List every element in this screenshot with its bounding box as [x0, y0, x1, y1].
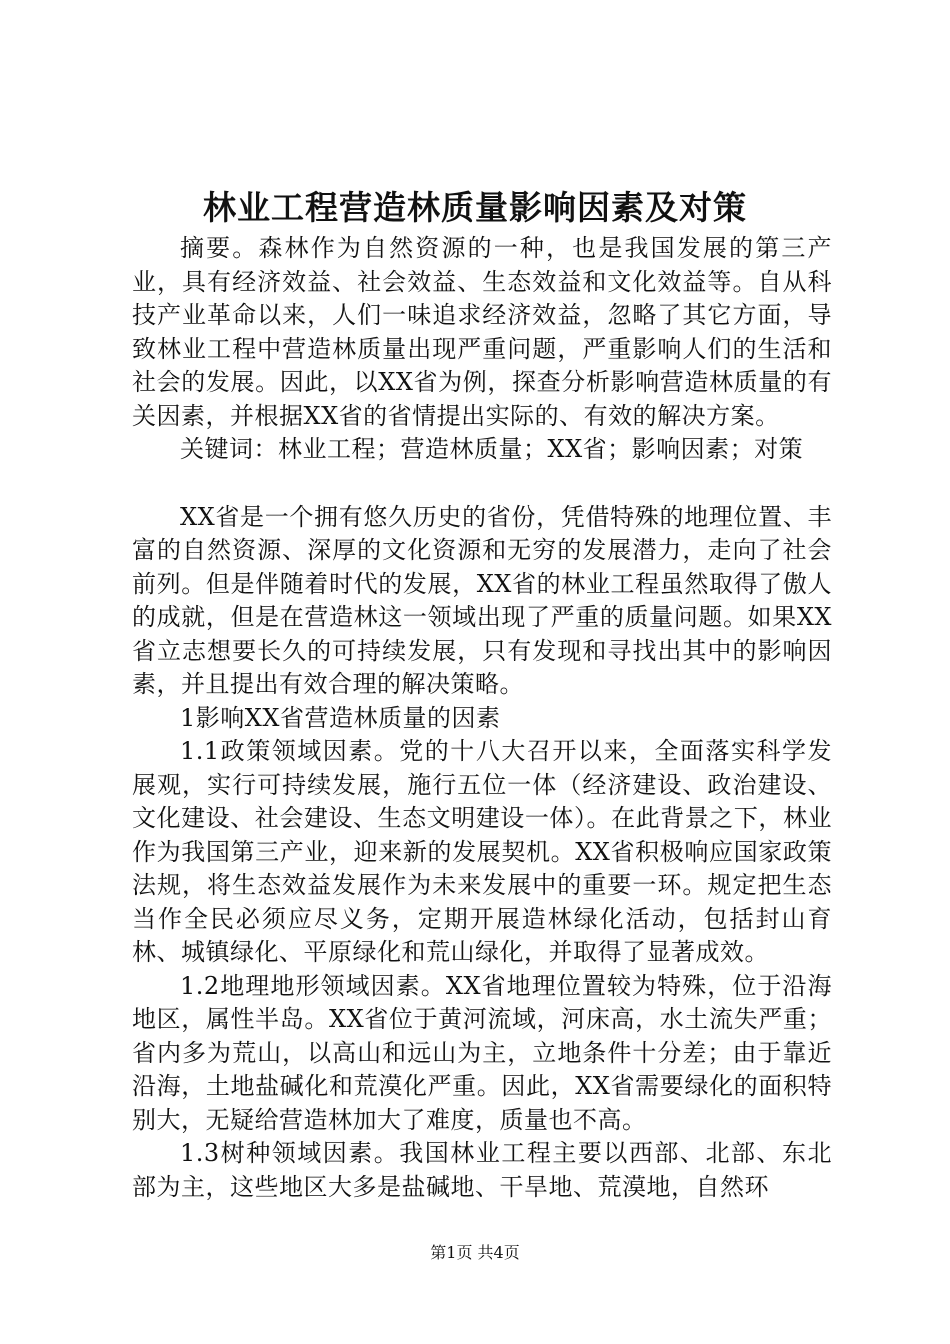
keywords-paragraph: 关键词：林业工程；营造林质量；XX省；影响因素；对策: [180, 435, 804, 463]
document-title: 林业工程营造林质量影响因素及对策: [203, 188, 747, 227]
paragraph-gap: [132, 467, 832, 501]
section-heading: 1影响XX省营造林质量的因素: [180, 703, 501, 732]
section-paragraph-1-1: 1.1政策领域因素。党的十八大召开以来，全面落实科学发展观，实行可持续发展，施行五位一体（经济建设、政治建设、文化建设、社会建设、生态文明建设一体）。在此背景之下，林业作为我国第三产业，迎来新的发展契机。XX省积极响应国家政策法规，将生态效益发展作为未来发展中的重要一环。规定把生态当作全民必须应尽义务，定期开展造林绿化活动，包括封山育林、城镇绿化、平原绿化和荒山绿化，并取得了显著成效。: [132, 737, 832, 966]
document-body: [132, 232, 832, 1204]
section-paragraph-1-3: 1.3树种领域因素。我国林业工程主要以西部、北部、东北部为主，这些地区大多是盐碱地、干旱地、荒漠地，自然环: [132, 1139, 832, 1201]
abstract-paragraph: 摘要。森林作为自然资源的一种，也是我国发展的第三产业，具有经济效益、社会效益、生态效益和文化效益等。自从科技产业革命以来，人们一味追求经济效益，忽略了其它方面，导致林业工程中营造林质量出现严重问题，严重影响人们的生活和社会的发展。因此，以XX省为例，探查分析影响营造林质量的有关因素，并根据XX省的省情提出实际的、有效的解决方案。: [132, 234, 832, 430]
section-paragraph-1-2: 1.2地理地形领域因素。XX省地理位置较为特殊，位于沿海地区，属性半岛。XX省位于黄河流域，河床高，水土流失严重；省内多为荒山，以高山和远山为主，立地条件十分差；由于靠近沿海，土地盐碱化和荒漠化严重。因此，XX省需要绿化的面积特别大，无疑给营造林加大了难度，质量也不高。: [132, 971, 832, 1134]
intro-paragraph: XX省是一个拥有悠久历史的省份，凭借特殊的地理位置、丰富的自然资源、深厚的文化资源和无穷的发展潜力，走向了社会前列。但是伴随着时代的发展，XX省的林业工程虽然取得了傲人的成就，但是在营造林这一领域出现了严重的质量问题。如果XX省立志想要长久的可持续发展，只有发现和寻找出其中的影响因素，并且提出有效合理的解决策略。: [132, 502, 832, 698]
page-footer: 第1页 共4页: [430, 1243, 520, 1262]
